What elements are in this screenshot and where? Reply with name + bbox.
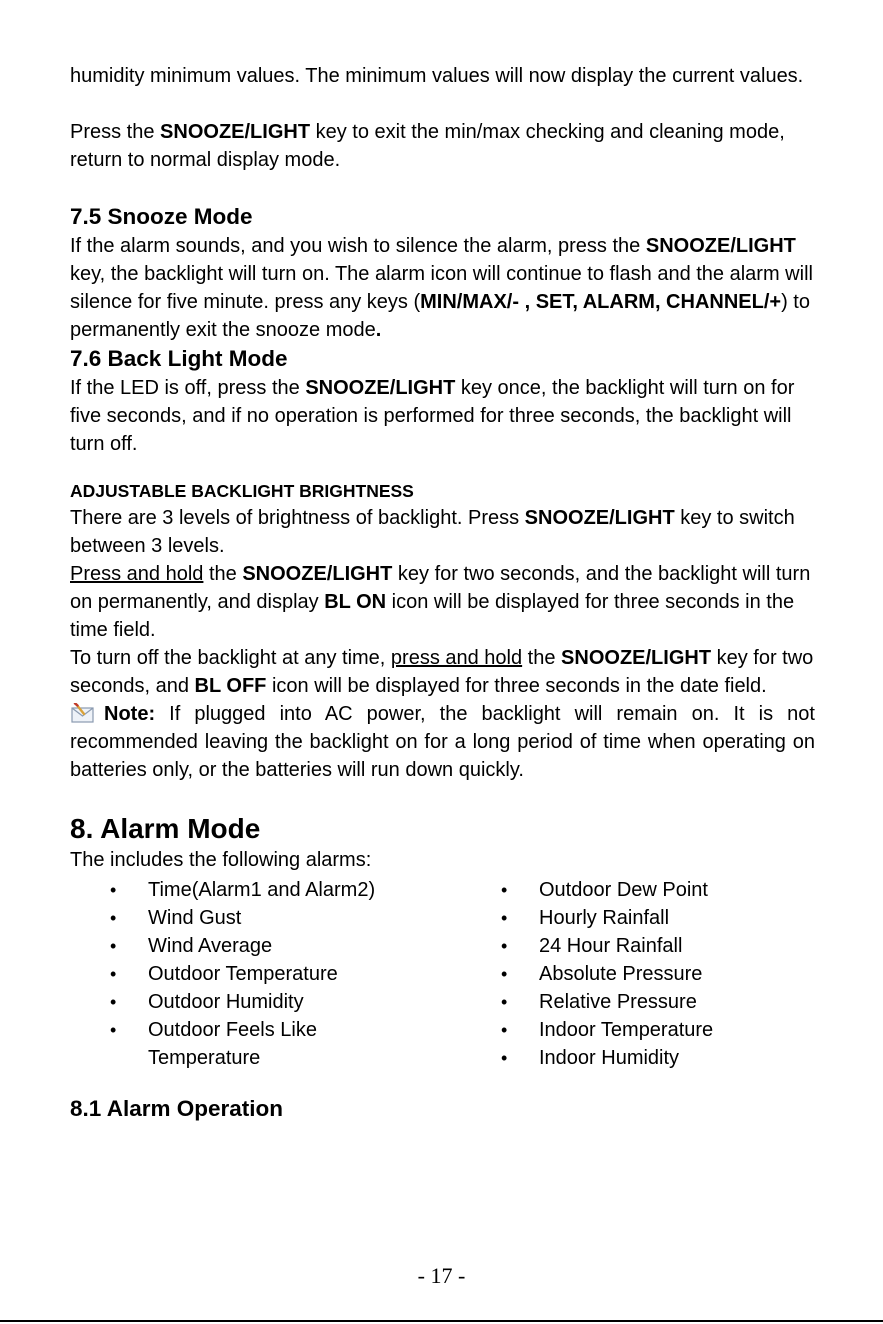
alarm-intro: The includes the following alarms: (70, 849, 372, 871)
brightness-p3-text-1: To turn off the backlight at any time, (70, 647, 391, 669)
snooze-text-2: key, the backlight will turn on. The alarm icon will continue to flash and the alarm will silence for five minute. press any keys ( (70, 263, 813, 313)
intro-paragraph: humidity minimum values. The minimum values will now display the current values. (70, 65, 804, 87)
exit-text-1: Press the (70, 121, 161, 143)
alarm-list-right (501, 876, 801, 1072)
snooze-heading: 7.5 Snooze Mode (70, 204, 253, 229)
snooze-text-1: If the alarm sounds, and you wish to silence the alarm, press the (70, 235, 646, 257)
bottom-rule (0, 1320, 883, 1322)
list-item: • Hourly Rainfall (501, 904, 801, 932)
brightness-p3-underline: press and hold (390, 647, 523, 669)
brightness-p2-icon-label: BL ON (324, 591, 387, 613)
backlight-heading: 7.6 Back Light Mode (70, 346, 288, 371)
note-text: If plugged into AC power, the backlight will remain on. It is not recommended leaving the backlight on for a long period of time when operating on batteries only, or the batteries will run down quickly. (70, 703, 815, 781)
backlight-paragraph (70, 374, 815, 458)
brightness-heading: ADJUSTABLE BACKLIGHT BRIGHTNESS (70, 481, 414, 501)
exit-key: SNOOZE/LIGHT (160, 121, 311, 143)
backlight-text-1: If the LED is off, press the (70, 377, 306, 399)
alarm-operation-heading: 8.1 Alarm Operation (70, 1096, 283, 1121)
brightness-p2-underline: Press and hold (70, 563, 204, 585)
list-item: • Absolute Pressure (501, 960, 801, 988)
note-paragraph (70, 700, 815, 784)
alarm-heading: 8. Alarm Mode (70, 813, 261, 844)
snooze-text-3: ) to permanently exit the snooze mode (70, 291, 810, 341)
brightness-p1-text-1: There are 3 levels of brightness of backlight. Press (70, 507, 525, 529)
page-number: - 17 - (417, 1263, 466, 1288)
alarm-lists (70, 876, 815, 1074)
brightness-p3-text-4: icon will be displayed for three seconds in the date field. (266, 675, 767, 697)
note-icon (70, 703, 96, 723)
brightness-paragraph-1 (70, 504, 815, 560)
brightness-p2-text-3: icon will be displayed for three seconds in the time field. (70, 591, 795, 641)
list-item: • 24 Hour Rainfall (501, 932, 801, 960)
list-item: • Indoor Humidity (501, 1044, 801, 1072)
brightness-paragraph-3 (70, 644, 815, 700)
list-item: • Outdoor Temperature (110, 960, 390, 988)
brightness-p2-key: SNOOZE/LIGHT (242, 563, 393, 585)
alarm-list-left (110, 876, 390, 1072)
brightness-p3-icon-label: BL OFF (194, 675, 267, 697)
list-item: • Indoor Temperature (501, 1016, 801, 1044)
list-item: • Time(Alarm1 and Alarm2) (110, 876, 390, 904)
list-item: • Outdoor Humidity (110, 988, 390, 1016)
snooze-paragraph (70, 232, 815, 344)
brightness-p3-text-3: key for two seconds, and (70, 647, 814, 697)
exit-text-2: key to exit the min/max checking and cleaning mode, return to normal display mode. (70, 121, 785, 171)
brightness-p1-key: SNOOZE/LIGHT (524, 507, 675, 529)
snooze-key: SNOOZE/LIGHT (645, 235, 796, 257)
brightness-p3-key: SNOOZE/LIGHT (561, 647, 712, 669)
list-item: • Outdoor Feels Like Temperature (110, 1016, 390, 1072)
exit-paragraph (70, 118, 815, 174)
manual-page (70, 62, 815, 1124)
brightness-p2-text-2: key for two seconds, and the backlight will turn on permanently, and display (70, 563, 811, 613)
snooze-period: . (375, 319, 382, 341)
list-item: • Relative Pressure (501, 988, 801, 1016)
list-item: • Wind Gust (110, 904, 390, 932)
list-item: • Outdoor Dew Point (501, 876, 801, 904)
snooze-keys: MIN/MAX/- , SET, ALARM, CHANNEL/+ (420, 291, 782, 313)
brightness-p2-text-1: the (203, 563, 243, 585)
brightness-p1-text-2: key to switch between 3 levels. (70, 507, 795, 557)
backlight-text-2: key once, the backlight will turn on for five seconds, and if no operation is performed for three seconds, the backlight will turn off. (70, 377, 795, 455)
backlight-key: SNOOZE/LIGHT (305, 377, 456, 399)
note-label: Note: (104, 703, 156, 725)
brightness-paragraph-2 (70, 560, 815, 644)
list-item: • Wind Average (110, 932, 390, 960)
brightness-p3-text-2: the (522, 647, 562, 669)
